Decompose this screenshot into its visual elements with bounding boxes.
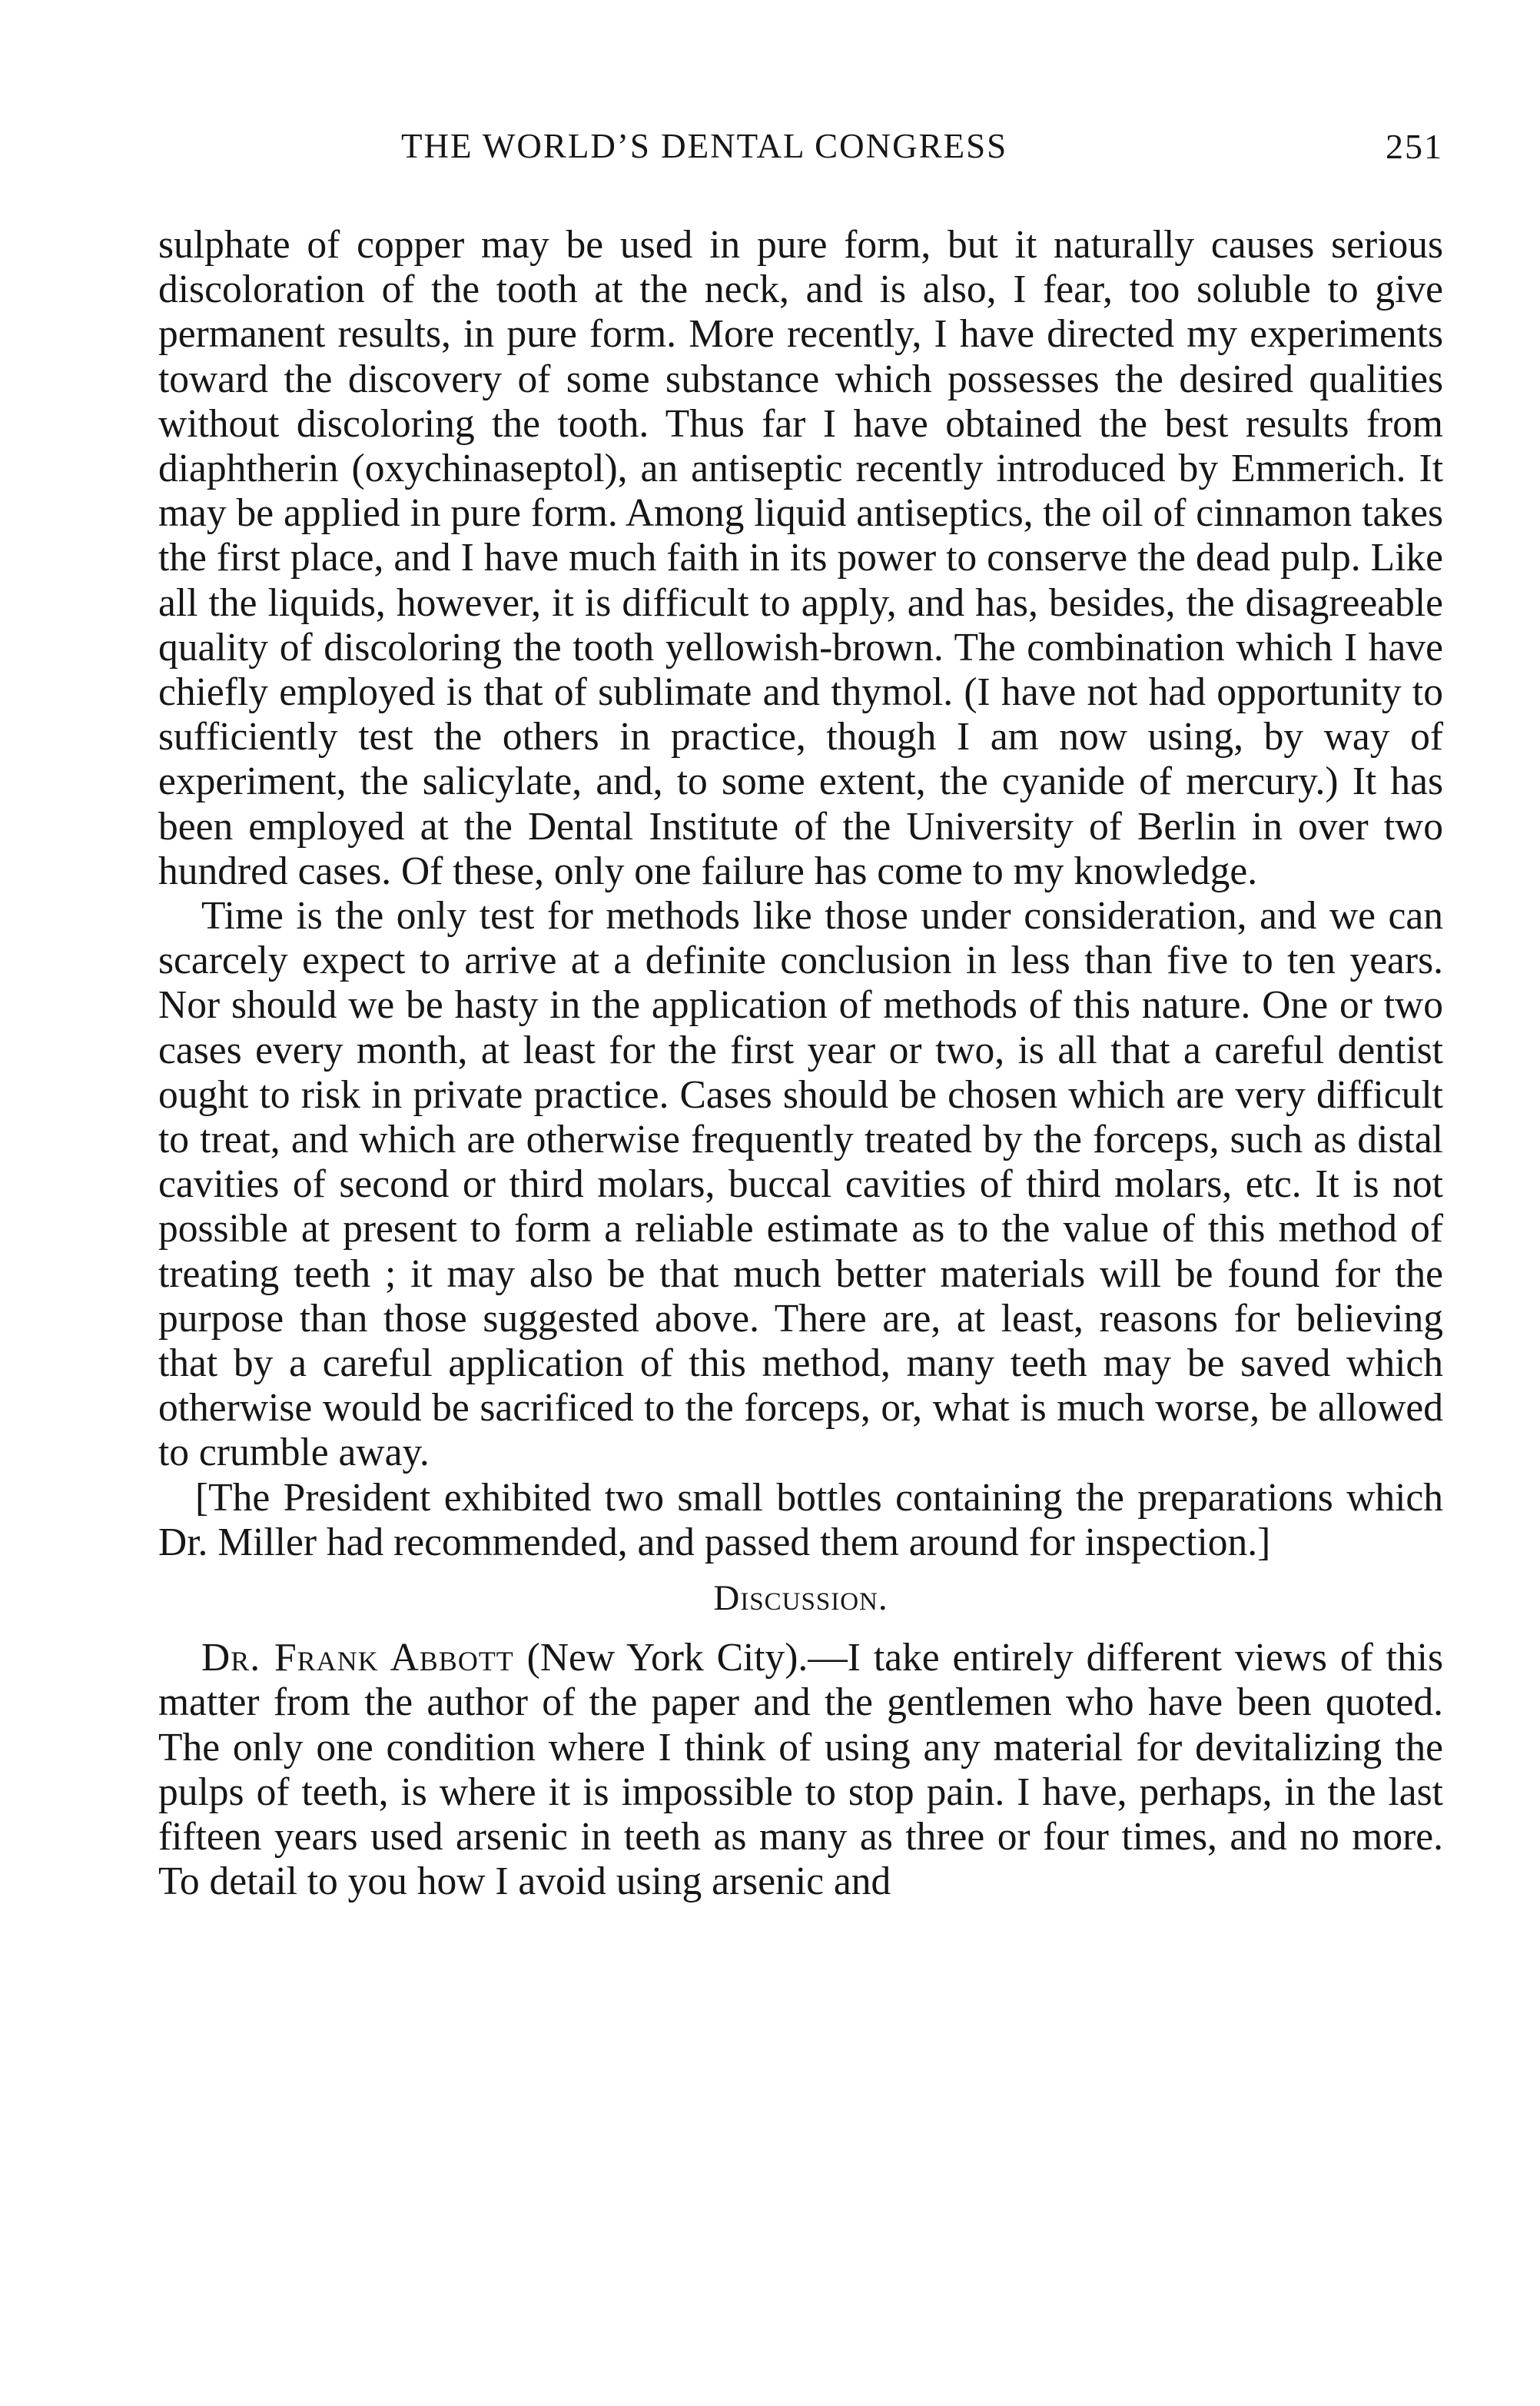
book-page [158, 126, 1443, 2355]
section-heading-discussion: Discussion. [713, 1578, 888, 1619]
paragraph-time-test: Time is the only test for methods like those under consideration, and we can scarcely expect to arrive at a definite conclusion in less than five to ten years. Nor should we be hasty in the application of methods of this nature. One or two cases every month, at least for the first year or two, is all that a careful dentist ought to risk in private practice. Cases should be chosen which are very difficult to treat, and which are otherwise frequently treated by the forceps, such as distal cavities of second or third molars, buccal cavities of third molars, etc. It is not possible at present to form a reliable estimate as to the value of this method of treating teeth ; it may also be that much better materials will be found for the purpose than those suggested above. There are, at least, reasons for believing that by a careful application of this method, many teeth may be saved which otherwise would be sacrificed to the forceps, or, what is much worse, be allowed to crumble away. [158, 894, 1443, 1475]
body-text [158, 223, 1443, 1904]
running-head [158, 126, 1443, 180]
paragraph-discussion [158, 1636, 1443, 1904]
discussion-text: (New York City).—I take entirely different views of this matter from the author of the paper and the gentlemen who have been quoted. The only one condition where I think of using any material for devitalizing the pulps of teeth, is where it is impossible to stop pain. I have, perhaps, in the last fifteen years used arsenic in teeth as many as three or four times, and no more. To detail to you how I avoid using arsenic and [158, 1636, 1444, 1904]
running-title: THE WORLD’S DENTAL CONGRESS [401, 127, 1008, 165]
paragraph-president-note: [The President exhibited two small bottles containing the preparations which Dr. Miller had recommended, and passed them around for inspection.] [158, 1475, 1443, 1564]
paragraph-continued: sulphate of copper may be used in pure form, but it naturally causes serious discoloration of the tooth at the neck, and is also, I fear, too soluble to give permanent results, in pure form. More recently, I have directed my experiments toward the discovery of some substance which possesses the desired qualities without discoloring the tooth. Thus far I have obtained the best results from diaphtherin (oxychinaseptol), an antiseptic recently introduced by Emmerich. It may be applied in pure form. Among liquid antiseptics, the oil of cinnamon takes the first place, and I have much faith in its power to conserve the dead pulp. Like all the liquids, however, it is difficult to apply, and has, besides, the disagreeable quality of discoloring the tooth yellowish-brown. The combination which I have chiefly employed is that of sublimate and thymol. (I have not had opportunity to sufficiently test the others in practice, though I am now using, by way of experiment, the salicylate, and, to some extent, the cyanide of mercury.) It has been employed at the Dental Institute of the University of Berlin in over two hundred cases. Of these, only one failure has come to my knowledge. [158, 223, 1443, 893]
page-number: 251 [1386, 127, 1443, 166]
speaker-name: Dr. Frank Abbott [201, 1636, 514, 1680]
